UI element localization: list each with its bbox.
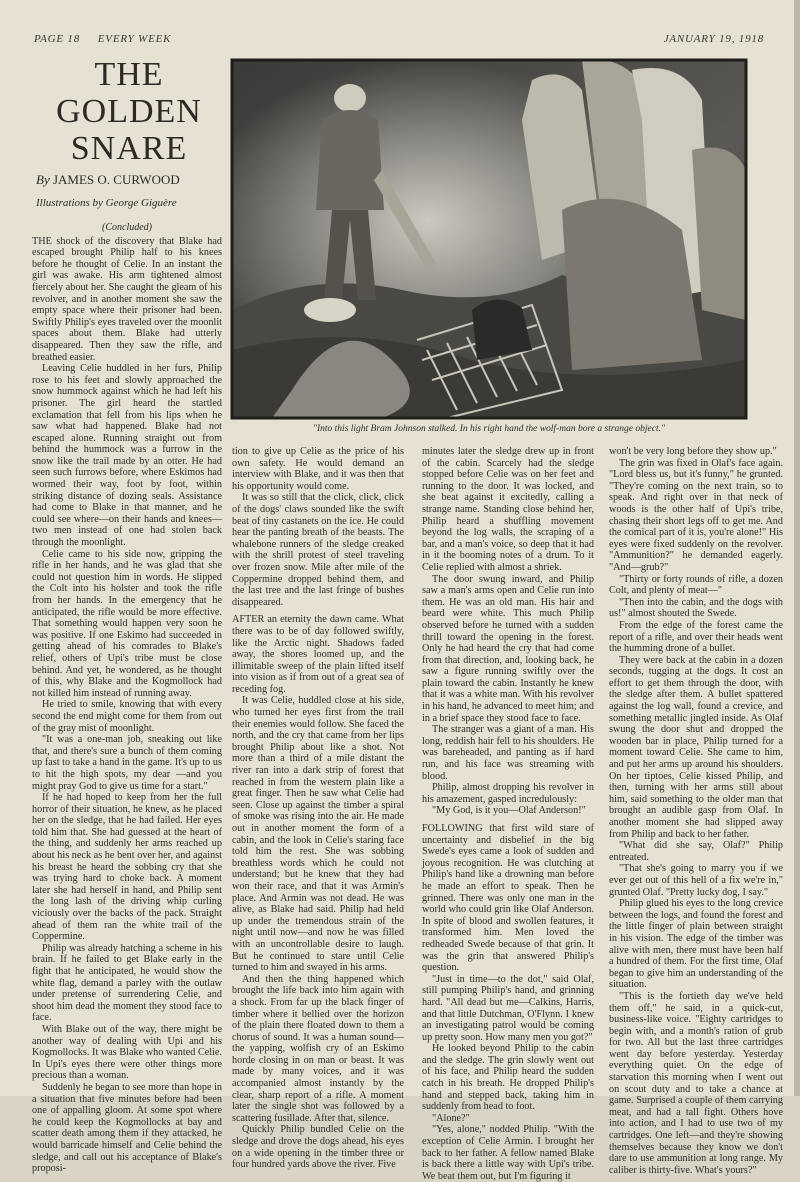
paragraph: It was Celie, huddled close at his side, who turned her eyes first from the trail their enemies would follow. She faced the north, and the cry that came from her lips brought Philip about like a shot. Not more than a third of a mile distant the river ran into a dark strip of forest that reached in from the western plain like a great finger. Then he saw what Celie had seen. Close up against the timber a spiral of smoke was rising into the air. He made out in another moment the form of a cabin, and the look in Celie's staring face told him the rest. She was sobbing breathless words which he could not understand; but he knew that they had won their race, and that it was Armin's place. And Armin was not dead. He was alive, as Blake had said. Philip had held up under the tremendous strain of the night until now—and now he was filled with an uncontrollable desire to laugh. But he continued to stare until Celie turned to him and swayed in his arms. xyxy=(232,695,404,974)
page-header-right: JANUARY 19, 1918 xyxy=(663,33,764,45)
paragraph: "This is the fortieth day we've held them off," he said, in a quick-cut, business-like voice. "Eighty cartridges to begin with, and a month's ration of grub for two. All but the last three cartridges went day before yesterday. Yesterday everything quiet. On the edge of starvation this morning when I went out on scout duty and to take a chance at game. Surprised a couple of them carrying meat, and had a tall fight. Others hove into action, and I had to use two of my cartridges. One left—and they're showing themselves because they know we don't dare to use ammunition at long range. My caliber is thirty-five. What's yours?" xyxy=(609,990,783,1176)
text-column-4 xyxy=(609,446,783,1176)
paragraph: Philip glued his eyes to the long crevice between the logs, and found the forest and the little finger of plain between straight in his vision. The edge of the timber was alive with men, there must have been half a hundred of them. For the first time, Olaf began to give him an understanding of the situation. xyxy=(609,898,783,991)
paragraph: The door swung inward, and Philip saw a man's arms open and Celie run into them. He was an old man. His hair and beard were white. This much Philip observed before he turned with a sudden thrill toward the opening in the forest. Only he had heard the cry that had come from that direction, and, looking back, he saw a figure running swiftly over the plain toward the cabin. Instantly he knew that it was a white man. With his revolver in his hand, he advanced to meet him; and in a brief space they stood face to face. xyxy=(422,573,594,724)
text-column-2 xyxy=(232,446,404,1171)
text-column-1 xyxy=(32,222,222,1175)
byline-prefix: By xyxy=(36,172,50,187)
paragraph: From the edge of the forest came the report of a rifle, and over their heads went the humming drone of a bullet. xyxy=(609,619,783,655)
paragraph: THE shock of the discovery that Blake had escaped brought Philip half to his knees before he thought of Celie. In an instant the girl was awake. His arm tightened almost fiercely about her. She caught the gleam of his revolver, and in another moment she saw the empty space where their prisoner had been. Swiftly Philip's eyes traveled over the moonlit spaces about them. Blake had utterly disappeared. Then they saw the rifle, and breathed easier. xyxy=(32,235,222,363)
page-header-left: PAGE 18 EVERY WEEK xyxy=(34,33,172,45)
section-opening-paragraph: FOLLOWING that first wild stare of uncertainty and disbelief in the big Swede's eyes came a look of sudden and joyous recognition. He was clutching at Philip's hand like a drowning man before he made an effort to speak. Then he grinned. There was only one man in the world who could grin like Olaf Anderson. In spite of blood and swollen features, it transformed him. Men loved the redheaded Swede because of that grin. It was the grin that answered Philip's question. xyxy=(422,823,594,974)
paragraph: Leaving Celie huddled in her furs, Philip rose to his feet and slowly approached the snow hummock against which he had left his prisoner. The girl heard the startled exclamation that fell from his lips when he saw what had happened. Blake had not escaped alone. Running straight out from behind the hummock was a furrow in the snow like the trail made by an otter. He had seen such furrows before, where Eskimos had wormed their way, foot by foot, within striking distance of dozing seals. Assistance had come to Blake in that manner, and he could see where—on their hands and knees—two men instead of one had stolen back through the moonlight. xyxy=(32,363,222,549)
story-illustration xyxy=(232,60,746,418)
paragraph: Celie came to his side now, gripping the rifle in her hands, and he was glad that she could not question him in words. He slipped the Colt into his holster and took the rifle from her hands. In the emergency that he anticipated, the rifle would be more effective. That something would happen very soon he was positive. If one Eskimo had succeeded in getting ahead of his comrades to Blake's relief, others of Upi's tribe must be close behind. And yet, he wondered, as he thought of this, why Blake and the Kogmollock had not killed him instead of running away. xyxy=(32,548,222,699)
text-column-3 xyxy=(422,446,594,1182)
byline-author: JAMES O. CURWOOD xyxy=(52,172,180,187)
paragraph: If he had hoped to keep from her the full horror of their situation, he knew, as he placed her on the sledge, that he had failed. Her eyes told him that. She had guessed at the heart of the thing, and suddenly her arms reached up about his neck as he bent over her, and against his breast he heard the sobbing cry that she was trying hard to choke back. A moment later she had herself in hand, and Philip sent the long lash of the driving whip curling viciously over the backs of the pack. Straight ahead of them ran the white trail of the Coppermine. xyxy=(32,792,222,943)
concluded-note: (Concluded) xyxy=(102,222,152,233)
paragraph: "Just in time—to the dot," said Olaf, still pumping Philip's hand, and grinning hard. "All dead but me—Calkins, Harris, and that little Dutchman, O'Flynn. I knew an investigating patrol would be coming up pretty soon. How many men you got?" xyxy=(422,973,594,1043)
paragraph: It was so still that the click, click, click of the dogs' claws sounded like the swift beat of tiny castanets on the ice. He could hear the panting breath of the beasts. The whalebone runners of the sledge creaked with the shrill protest of steel traveling over frozen snow. Mile after mile of the Coppermine dropped behind them, and the last tree and the last fringe of bushes disappeared. xyxy=(232,492,404,608)
paragraph: The stranger was a giant of a man. His long, reddish hair fell to his shoulders. He was bareheaded, and panting as if hard run, and his face was streaming with blood. xyxy=(422,724,594,782)
paragraph: Philip, almost dropping his revolver in his amazement, gasped incredulously: xyxy=(422,782,594,805)
paragraph: "Yes, alone," nodded Philip. "With the exception of Celie Armin. I brought her back to her father. A fellow named Blake is back there a little way with Upi's tribe. We beat them out, but I'm figuring it xyxy=(422,1124,594,1182)
paragraph: Quickly Philip bundled Celie on the sledge and drove the dogs ahead, his eyes on a wide opening in the timber three or four hundred yards above the river. Five xyxy=(232,1124,404,1171)
paragraph: Philip was already hatching a scheme in his brain. If he failed to get Blake early in the fight that he anticipated, he would show the white flag, demand a parley with the outlaw under pretense of surrendering Celie, and shoot him dead the moment they stood face to face. xyxy=(32,942,222,1024)
title-line-2: GOLDEN xyxy=(56,93,202,130)
paragraph: "Then into the cabin, and the dogs with us!" almost shouted the Swede. xyxy=(609,596,783,620)
paragraph: With Blake out of the way, there might be another way of dealing with Upi and his Kogmollocks. It was Blake who wanted Celie. In Upi's eyes there were other things more precious than a woman. xyxy=(32,1023,222,1082)
paragraph: tion to give up Celie as the price of his own safety. He would demand an interview with Blake, and it was then that his opportunity would come. xyxy=(232,446,404,492)
illustration-caption: "Into this light Bram Johnson stalked. In his right hand the wolf-man bore a strange object." xyxy=(313,424,665,434)
title-line-3: SNARE xyxy=(70,130,188,167)
paragraph: "Alone?" xyxy=(432,1112,470,1124)
paragraph: minutes later the sledge drew up in front of the cabin. Scarcely had the sledge stopped before Celie was on her feet and running to the door. It was locked, and she beat against it excitedly, calling a strange name. Standing close behind her, Philip heard a shuffling movement beyond the log walls, the scraping of a bar, and a man's voice, so deep that it had in it the booming notes of a drum. To it Celie replied with almost a shriek. xyxy=(422,446,594,573)
paragraph: He looked beyond Philip to the cabin and the sledge. The grin slowly went out of his face, and Philip heard the sudden catch in his breath. He dropped Philip's hand and stepped back, taking him in suddenly from head to foot. xyxy=(422,1043,594,1113)
paragraph: "That she's going to marry you if we ever get out of this hell of a fix we're in," grunted Olaf. "Pretty lucky dog, I say." xyxy=(609,863,783,898)
paragraph: And then the thing happened which brought the life back into him again with a shock. From far up the black finger of timber where it bellied over the horizon of the plain there floated down to them a chorus of sound. It was a human sound—the yapping, wolfish cry of an Eskimo horde closing in on man or beast. It was made by many voices, and it was accompanied almost instantly by the clear, sharp report of a rifle. A moment later the single shot was followed by a scattering fusillade. After that, silence. xyxy=(232,973,404,1124)
paragraph: "What did she say, Olaf?" Philip entreated. xyxy=(609,840,783,863)
paragraph: "It was a one-man job, sneaking out like that, and there's sure a bunch of them coming up fast to take a hand in the game. It's up to us to hit the high spots, my dear —and you might pray God to give us time for a start." xyxy=(32,734,222,792)
byline xyxy=(36,172,180,188)
paragraph: He tried to smile, knowing that with every second the end might come for them from out of the gray mist of moonlight. xyxy=(32,699,222,734)
paragraph: "Thirty or forty rounds of rifle, a dozen Colt, and plenty of meat—" xyxy=(609,573,783,597)
illustrator-credit: Illustrations by George Giguère xyxy=(36,197,177,209)
paragraph: won't be very long before they show up." xyxy=(609,446,777,457)
paragraph: The grin was fixed in Olaf's face again. "Lord bless us, but it's funny," he grunted. "They're coming on the next train, so to speak. And right over in that neck of woods is the other half of Upi's tribe, chasing their short legs off to get me. And the comical part of it is, you're alone!" His eyes were fixed suddenly on the revolver. "Ammunition?" he demanded eagerly. "And—grub?" xyxy=(609,457,783,573)
section-opening-paragraph: AFTER an eternity the dawn came. What there was to be of day followed swiftly, like the Arctic night. Shadows faded away, the shores loomed up, and the illimitable sweep of the plain lifted itself into vision as if from out of a great sea of receding fog. xyxy=(232,614,404,695)
paragraph: Suddenly he began to see more than hope in a situation that five minutes before had been one of appalling gloom. At some spot where he could keep the Kogmollocks at bay and scatter death among them if they attacked, he would barricade himself and Celie behind the sledge, and call out his acceptance of Blake's proposi- xyxy=(32,1081,222,1175)
title-line-1: THE xyxy=(94,56,164,93)
paragraph: "My God, is it you—Olaf Anderson!" xyxy=(432,805,586,817)
paragraph: They were back at the cabin in a dozen seconds, tugging at the dogs. It cost an effort to get them through the door, with the sledge after them. A bullet spattered against the log wall, found a crevice, and something metallic jingled inside. As Olaf swung the door shut and dropped the wooden bar in place, Philip turned for a moment toward Celie. She came to him, and put her arms up around his shoulders. On her tiptoes, Celie kissed Philip, and then, turning with her arms still about him, said something to the older man that brought an audible gasp from Olaf. In another moment she had slipped away from Philip and back to her father. xyxy=(609,654,783,840)
